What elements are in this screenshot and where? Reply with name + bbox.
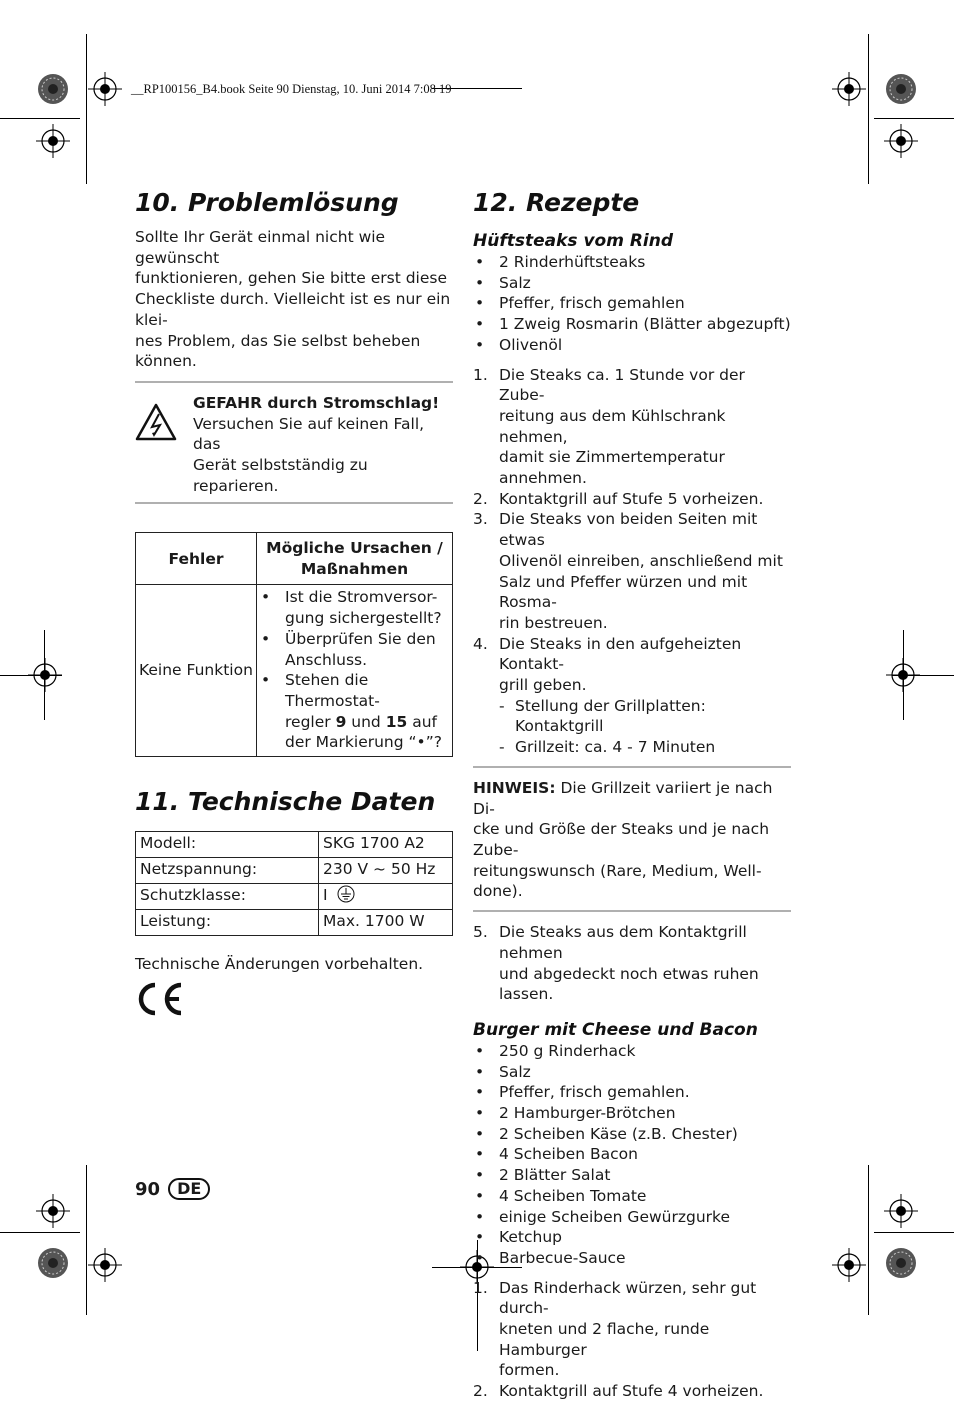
- list-item: • Barbecue-Sauce: [473, 1248, 791, 1269]
- registration-star-icon: [884, 1246, 918, 1280]
- steps-list: [473, 365, 791, 758]
- sub-step: - Grillzeit: ca. 4 - 7 Minuten: [499, 737, 791, 758]
- list-item: • 4 Scheiben Bacon: [473, 1144, 791, 1165]
- crosshair-icon: [832, 72, 866, 106]
- crop-mark: [0, 118, 80, 119]
- registration-star-icon: [36, 72, 70, 106]
- crosshair-icon: [884, 1194, 918, 1228]
- warning-title: GEFAHR durch Stromschlag!: [193, 393, 440, 412]
- crop-mark: [874, 1232, 954, 1233]
- list-item: 1. Das Rinderhack würzen, sehr gut durch- kneten und 2 flache, runde Hamburger formen.: [473, 1278, 757, 1380]
- table-row: Leistung: Max. 1700 W: [136, 910, 453, 936]
- causes-list: [259, 587, 450, 753]
- list-item: • Pfeffer, frisch gemahlen: [473, 293, 791, 314]
- column-header-causes: Mögliche Ursachen / Maßnahmen: [257, 533, 453, 585]
- list-item: 1. Die Steaks ca. 1 Stunde vor der Zube- reitung aus dem Kühlschrank nehmen, damit sie Zimmertemperatur annehmen.: [473, 365, 745, 488]
- file-info-header: __RP100156_B4.book Seite 90 Dienstag, 10. Juni 2014 7:08 19: [131, 82, 452, 96]
- hint-label: HINWEIS:: [473, 778, 556, 797]
- list-item: • Überprüfen Sie den Anschluss.: [259, 629, 450, 670]
- crop-mark: [868, 1165, 869, 1315]
- crop-mark: [0, 1232, 80, 1233]
- steps-list: [473, 922, 791, 1005]
- table-row: Modell: SKG 1700 A2: [136, 832, 453, 858]
- protective-earth-icon: [337, 885, 355, 903]
- technical-note: Technische Änderungen vorbehalten.: [135, 955, 424, 974]
- ce-mark-icon: [135, 981, 185, 1017]
- registration-star-icon: [884, 72, 918, 106]
- fault-cell: Keine Funktion: [136, 585, 257, 757]
- list-item: • Olivenöl: [473, 335, 791, 356]
- warning-text: Versuchen Sie auf keinen Fall, das: [193, 414, 425, 454]
- list-item: • 2 Rinderhüftsteaks: [473, 252, 791, 273]
- list-item: • 1 Zweig Rosmarin (Blätter abgezupft): [473, 314, 791, 335]
- intro-paragraph: [135, 227, 453, 372]
- registration-star-icon: [36, 1246, 70, 1280]
- crosshair-icon: [884, 124, 918, 158]
- table-row: Netzspannung: 230 V ~ 50 Hz: [136, 858, 453, 884]
- list-item: • 250 g Rinderhack: [473, 1041, 791, 1062]
- list-item: • Ketchup: [473, 1227, 791, 1248]
- list-item: • Salz: [473, 1062, 791, 1083]
- text-line: Checkliste durch. Vielleicht ist es nur ein klei-: [135, 290, 451, 329]
- crop-mark: [86, 34, 87, 184]
- ingredient-list: [473, 1041, 791, 1269]
- language-badge: DE: [168, 1178, 210, 1200]
- danger-warning-box: [135, 381, 453, 505]
- crop-mark: [868, 34, 869, 184]
- technical-data-table: [135, 831, 453, 936]
- list-item: • einige Scheiben Gewürzgurke: [473, 1207, 791, 1228]
- crosshair-icon: [36, 124, 70, 158]
- list-item: • 4 Scheiben Tomate: [473, 1186, 791, 1207]
- hint-box: HINWEIS: Die Grillzeit variiert je nach Di- cke und Größe der Steaks und je nach Zube- reitungswunsch (Rare, Medium, Well-done).: [473, 766, 791, 912]
- page-number: 90: [135, 1178, 161, 1200]
- text-line: nes Problem, das Sie selbst beheben können.: [135, 331, 421, 371]
- crosshair-icon: [886, 658, 920, 692]
- crop-mark: [86, 1165, 87, 1315]
- text-line: Sollte Ihr Gerät einmal nicht wie gewünscht: [135, 228, 386, 267]
- crop-mark: [874, 118, 954, 119]
- list-item: • 2 Hamburger-Brötchen: [473, 1103, 791, 1124]
- crosshair-icon: [88, 72, 122, 106]
- list-item: • 2 Blätter Salat: [473, 1165, 791, 1186]
- section-title-technische-daten: 11. Technische Daten: [135, 787, 436, 817]
- recipe-title-hueftsteaks: Hüftsteaks vom Rind: [473, 231, 674, 251]
- list-item: 4. Die Steaks in den aufgeheizten Kontakt- grill geben. - Stellung der Grillplatten: Kontaktgrill - Grillzeit: ca. 4 - 7 Minuten: [473, 634, 791, 758]
- table-row: Schutzklasse: I: [136, 884, 453, 910]
- electric-warning-icon: [135, 403, 177, 441]
- troubleshooting-table: [135, 532, 453, 757]
- right-column: [473, 188, 791, 1402]
- crosshair-icon: [28, 658, 62, 692]
- list-item: • Ist die Stromversor- gung sichergestellt?: [259, 587, 450, 628]
- recipe-title-burger: Burger mit Cheese und Bacon: [473, 1019, 758, 1040]
- list-item: • Stehen die Thermostat- regler 9 und 15 auf der Markierung “•”?: [259, 670, 450, 753]
- crosshair-icon: [88, 1248, 122, 1282]
- page-footer: [135, 1178, 210, 1200]
- list-item: 2. Kontaktgrill auf Stufe 4 vorheizen.: [473, 1382, 764, 1401]
- ingredient-list: [473, 252, 791, 356]
- section-title-rezepte: 12. Rezepte: [473, 188, 640, 217]
- list-item: • Salz: [473, 273, 791, 294]
- crosshair-icon: [36, 1194, 70, 1228]
- text-line: funktionieren, gehen Sie bitte erst diese: [135, 269, 447, 288]
- warning-text: Gerät selbstständig zu reparieren.: [193, 456, 368, 495]
- list-item: 3. Die Steaks von beiden Seiten mit etwas Olivenöl einreiben, anschließend mit Salz und Pfeffer würzen und mit Rosma- rin bestreuen.: [473, 510, 783, 632]
- list-item: • 2 Scheiben Käse (z.B. Chester): [473, 1124, 791, 1145]
- column-header-fault: Fehler: [136, 533, 257, 585]
- list-item: 2. Kontaktgrill auf Stufe 5 vorheizen.: [473, 489, 764, 508]
- steps-list: [473, 1278, 791, 1402]
- list-item: • Pfeffer, frisch gemahlen.: [473, 1082, 791, 1103]
- list-item: 5. Die Steaks aus dem Kontaktgrill nehmen und abgedeckt noch etwas ruhen lassen.: [473, 923, 759, 1004]
- sub-step: - Stellung der Grillplatten: Kontaktgrill: [499, 696, 791, 737]
- left-column: [135, 188, 453, 1022]
- section-title-problemloesung: 10. Problemlösung: [135, 188, 399, 217]
- crosshair-icon: [832, 1248, 866, 1282]
